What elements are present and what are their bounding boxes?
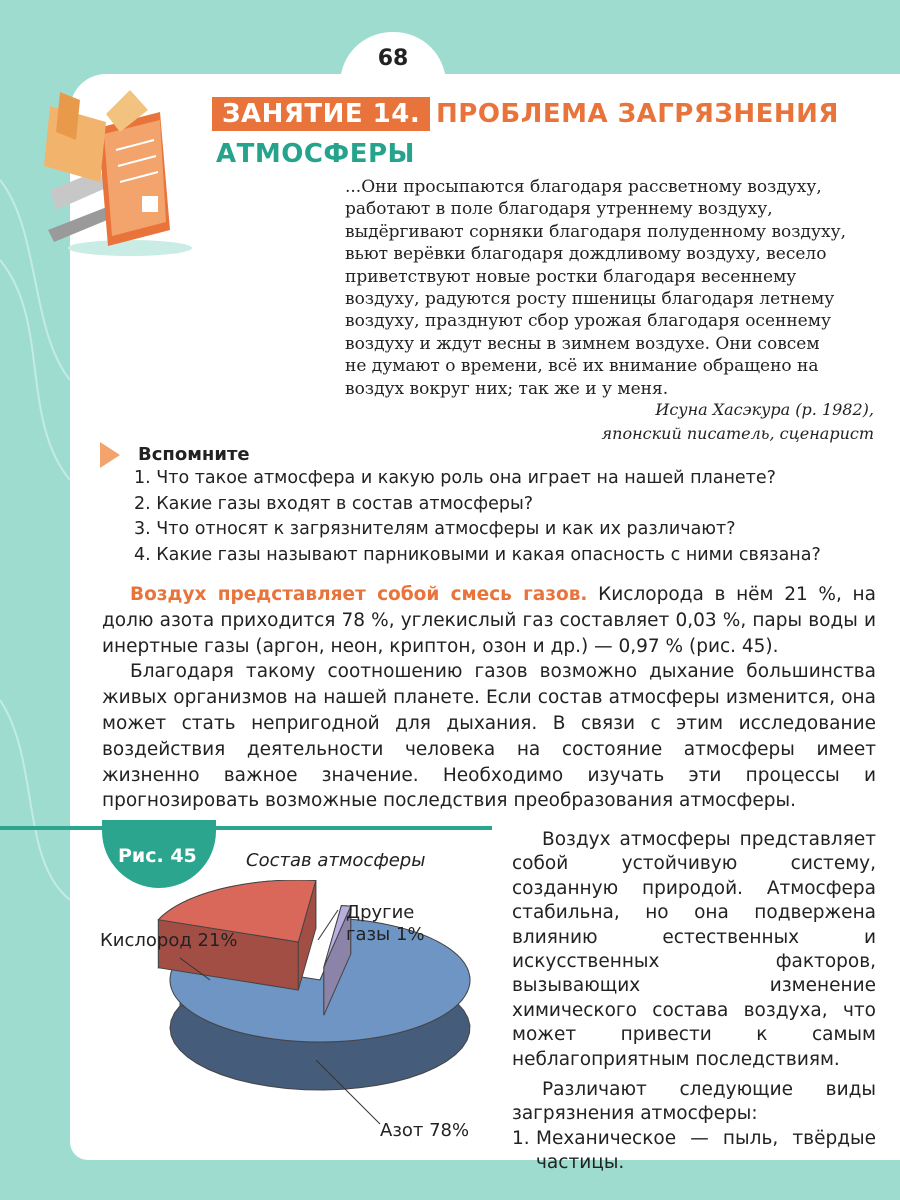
list-item: [512, 1127, 876, 1176]
author-name: Исуна Хасэкура (р. 1982),: [655, 400, 874, 419]
list-item-number: 1.: [512, 1127, 530, 1149]
recall-item: 3. Что относят к загрязнителям атмосферы и как их различают?: [134, 519, 736, 539]
epigraph-author: [602, 398, 874, 446]
epigraph-line: выдёргивают сорняки благодаря полуденному воздуху,: [345, 221, 847, 242]
recall-item: 2. Какие газы входят в состав атмосферы?: [134, 493, 534, 514]
pie-label-oxygen: Кислород 21%: [100, 930, 238, 951]
epigraph-line: воздуху, радуются росту пшеницы благодаря летнему: [345, 289, 835, 310]
epigraph-line: воздуху, празднуют сбор урожая благодаря осеннему: [345, 311, 831, 332]
figure-divider: [0, 826, 492, 830]
lesson-title: ПРОБЛЕМА ЗАГРЯЗНЕНИЯ: [436, 99, 839, 129]
body-paragraph: [102, 582, 876, 659]
body-paragraph-rest: Кислорода в нём 21 %, на долю азота приходится 78 %, углекислый газ составляет 0,03 %, пары воды и инертные газы (аргон, неон, криптон, озон и др.) — 0,97 % (рис. 45).: [102, 584, 876, 657]
side-paragraph: Воздух атмосферы представляет собой устойчивую систему, созданную природой. Атмосфера стабильна, но она подвержена влиянию естественных и искусственных факторов, вызывающих изменение химического состава воздуха, что может привести к самым неблагоприятным последствиям.: [512, 829, 876, 1070]
pie-label-other-gases: Другие газы 1%: [346, 902, 425, 945]
epigraph-line: воздух вокруг них; так же и у меня.: [345, 378, 669, 399]
recall-item: 4. Какие газы называют парниковыми и какая опасность с ними связана?: [134, 544, 821, 565]
triangle-arrow-icon: [100, 442, 120, 468]
epigraph-line: работают в поле благодаря утреннему воздуху,: [345, 199, 773, 220]
body-paragraph: Благодаря такому соотношению газов возможно дыхание большинства живых организмов на нашей планете. Если состав атмосферы изменится, она может стать непригодной для дыхания. В связи с этим исследование воздействия деятельности человека на состояние атмосферы имеет жизненно важное значение. Необходимо изучать эти процессы и прогнозировать возможные последствия преобразования атмосферы.: [102, 661, 876, 812]
key-statement: Воздух представляет собой смесь газов.: [130, 584, 588, 605]
recall-item: 1. Что такое атмосфера и какую роль она играет на нашей планете?: [134, 468, 776, 488]
recall-list: [134, 466, 821, 568]
figure-caption: Состав атмосферы: [246, 850, 426, 871]
book-pencil-icon: [20, 70, 210, 260]
epigraph-line: приветствуют новые ростки благодаря весеннему: [345, 266, 797, 287]
page-number: 68: [377, 46, 409, 71]
author-role: японский писатель, сценарист: [601, 424, 874, 443]
list-item-text: Механическое — пыль, твёрдые частицы.: [536, 1127, 876, 1174]
pie-label-nitrogen: Азот 78%: [380, 1120, 470, 1141]
epigraph: [345, 176, 875, 400]
figure-number: Рис. 45: [118, 845, 197, 867]
epigraph-line: не думают о времени, всё их внимание обращено на: [345, 356, 819, 377]
epigraph-line: воздуху и ждут весны в зимнем воздухе. Они совсем: [345, 333, 820, 354]
recall-title: Вспомните: [138, 444, 250, 465]
lesson-tag: ЗАНЯТИЕ 14.: [212, 97, 430, 131]
lesson-title-continued: АТМОСФЕРЫ: [216, 139, 415, 169]
body-text: [102, 582, 876, 814]
side-paragraph: Различают следующие виды загрязнения атмосферы:: [512, 1079, 876, 1125]
side-text: [512, 828, 876, 1176]
epigraph-line: вьют верёвки благодаря дождливому воздуху, весело: [345, 244, 827, 265]
epigraph-line: ...Они просыпаются благодаря рассветному воздуху,: [345, 177, 822, 197]
